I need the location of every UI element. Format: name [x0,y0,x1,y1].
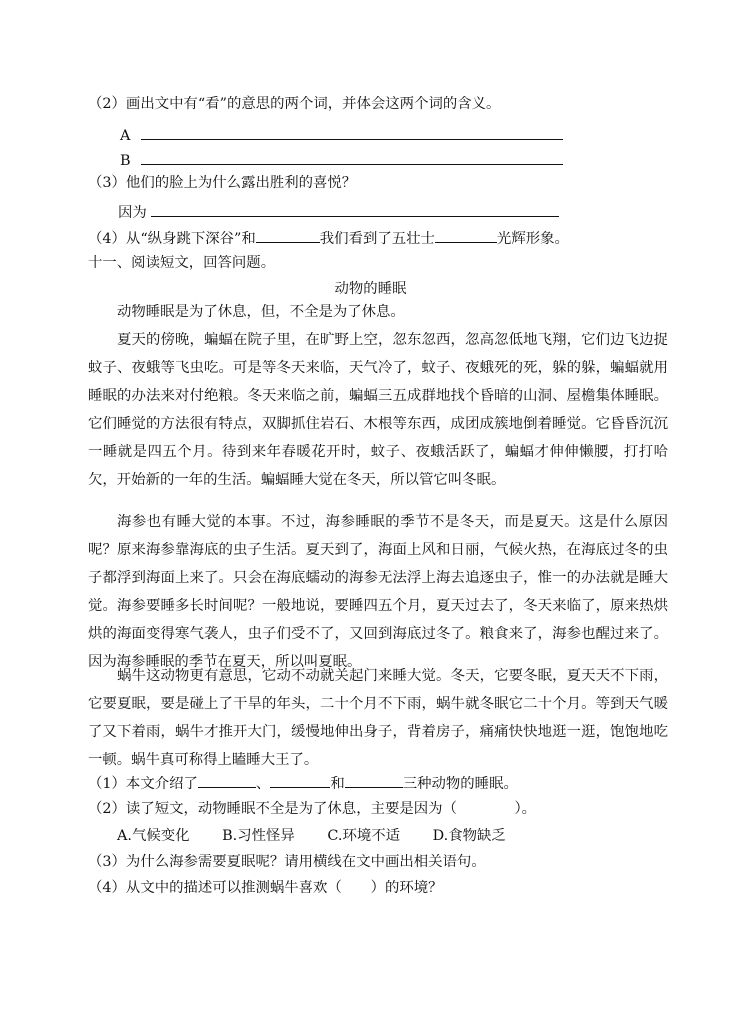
q1-separator: 、 [255,776,271,792]
q1-text-3: 三种动物的睡眠。 [402,776,518,792]
passage-title: 动物的睡眠 [334,281,407,297]
because-label: 因为 [118,205,147,221]
passage-intro: 动物睡眠是为了休息，但，不全是为了休息。 [117,304,405,320]
question-3-top: （3）他们的脸上为什么露出胜利的喜悦？ [88,175,357,191]
q1-text-1: （1）本文介绍了 [88,776,198,792]
question-4-top [88,227,569,249]
passage-paragraph-bat: 夏天的傍晚，蝙蝠在院子里，在旷野上空，忽东忽西，忽高忽低地飞翔，它们边飞边捉蚊子、夜蛾等飞虫吃。可是等冬天来临，天气冷了，蚊子、夜蛾死的死，躲的躲，蝙蝠就用睡眠的办法来对付绝粮。冬天来临之前，蝙蝠三五成群地找个昏暗的山洞、屋檐集体睡眠。它们睡觉的方法很有特点，双脚抓住岩石、木根等东西，成团成簇地倒着睡觉。它昏昏沉沉一睡就是四五个月。待到来年春暖花开时，蚊子、夜蛾活跃了，蝙蝠才伸伸懒腰，打打哈欠，开始新的一年的生活。蝙蝠睡大觉在冬天，所以管它叫冬眠。 [88,332,668,488]
question-4: （4）从文中的描述可以推测蜗牛喜欢（ ）的环境？ [88,880,443,896]
section-11-heading: 十一、阅读短文，回答问题。 [88,255,276,271]
answer-label-b: B [120,153,131,169]
q1-blank-1[interactable] [198,772,256,788]
question-2: （2）读了短文，动物睡眠不全是为了休息，主要是因为（ ）。 [88,801,537,817]
q4-blank-1[interactable] [256,227,320,243]
question-1 [88,772,518,794]
question-3: （3）为什么海参需要夏眠呢？请用横线在文中画出相关语句。 [88,854,486,870]
answer-label-a: A [120,128,131,144]
passage-paragraph-snail: 蜗牛这动物更有意思，它动不动就关起门来睡大觉。冬天，它要冬眠，夏天天不下雨，它要夏眠，要是碰上了干旱的年头，二十个月不下雨，蜗牛就冬眠它二十个月。等到天气暖了又下着雨，蜗牛才推开大门，缓慢地伸出身子，背着房子，痛痛快快地逛一逛，饱饱地吃一顿。蜗牛真可称得上瞌睡大王了。 [88,668,668,768]
option-d[interactable]: D.食物缺乏 [432,828,506,844]
answer-line-b [120,149,563,171]
option-a[interactable]: A.气候变化 [117,828,190,844]
q4-text-3: 光辉形象。 [496,231,569,247]
answer-blank-because[interactable] [151,201,559,217]
answer-blank-a[interactable] [141,124,563,140]
passage-paragraph-sea-cucumber: 海参也有睡大觉的本事。不过，海参睡眠的季节不是冬天，而是夏天。这是什么原因呢？原来海参靠海底的虫子生活。夏天到了，海面上风和日丽，气候火热，在海底过冬的虫子都浮到海面上来了。只会在海底蠕动的海参无法浮上海去追逐虫子，惟一的办法就是睡大觉。海参要睡多长时间呢？一般地说，要睡四五个月，夏天过去了，冬天来临了，原来热烘烘的海面变得寒气袭人，虫子们受不了，又回到海底过冬了。粮食来了，海参也醒过来了。因为海参睡眠的季节在夏天，所以叫夏眠。 [88,514,668,670]
answer-blank-b[interactable] [141,149,563,165]
q4-text-1: （4）从“纵身跳下深谷”和 [88,231,256,247]
option-c[interactable]: C.环境不适 [327,828,401,844]
option-b[interactable]: B.习性怪异 [222,828,295,844]
q1-blank-2[interactable] [270,772,330,788]
question-2-top: （2）画出文中有“看”的意思的两个词，并体会这两个词的含义。 [88,96,501,112]
q1-blank-3[interactable] [345,772,403,788]
question-2-options [117,826,506,846]
q4-text-2: 我们看到了五壮士 [319,231,435,247]
q4-blank-2[interactable] [435,227,497,243]
answer-line-because [118,201,559,223]
answer-line-a [120,124,563,146]
q1-text-2: 和 [330,776,345,792]
